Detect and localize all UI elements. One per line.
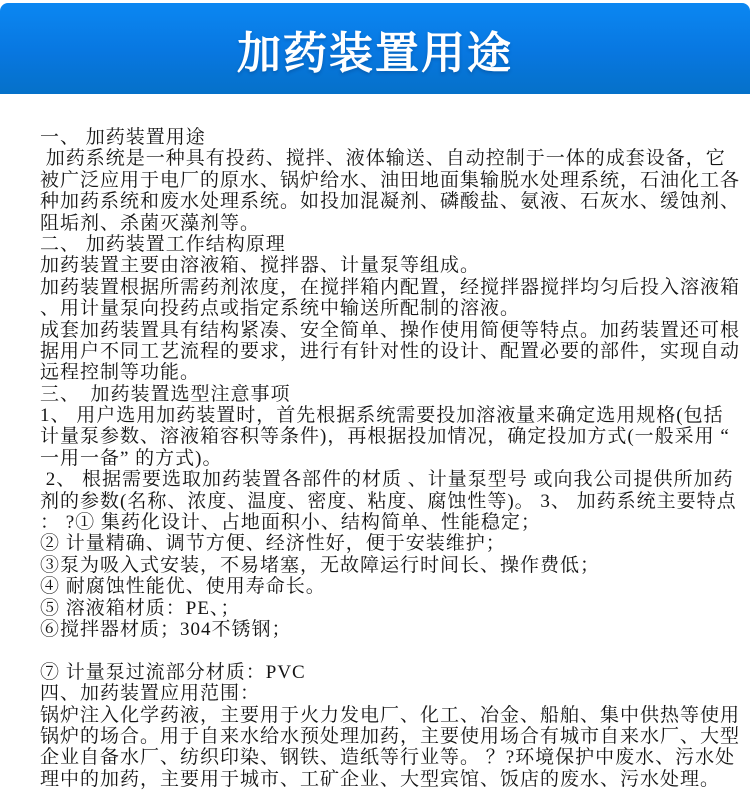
text-line: 阻垢剂、杀菌灭藻剂等。	[40, 212, 261, 234]
text-line: ⑥搅拌器材质；304不锈钢；	[40, 618, 292, 640]
text-line: 据用户不同工艺流程的要求，进行有针对性的设计、配置必要的部件，实现自动	[40, 340, 741, 362]
text-line: 剂的参数(名称、浓度、温度、密度、粘度、腐蚀性等)。 3、 加药系统主要特点	[40, 490, 737, 512]
text-line: 2、 根据需要选取加药装置各部件的材质 、计量泵型号 或向我公司提供所加药	[40, 469, 734, 491]
text-line: 被广泛应用于电厂的原水、锅炉给水、油田地面集输脱水处理系统，石油化工各	[40, 169, 741, 191]
text-line: 一用一备” 的方式)。	[40, 447, 223, 469]
text-line: ⑤ 溶液箱材质：PE、；	[40, 597, 241, 619]
text-line: 锅炉注入化学药液，主要用于火力发电厂、化工、冶金、船舶、集中供热等使用	[40, 704, 741, 726]
text-line: 一、 加药装置用途	[40, 127, 206, 148]
text-line: ④ 耐腐蚀性能优、使用寿命长。	[40, 576, 326, 598]
document-body	[40, 127, 746, 790]
page-title: 加药装置用途	[237, 28, 513, 78]
text-line: 加药装置主要由溶液箱、搅拌器、计量泵等组成。	[40, 255, 481, 277]
text-line: 加药系统是一种具有投药、搅拌、液体输送、自动控制于一体的成套设备，它	[40, 148, 726, 170]
text-line: 四、加药装置应用范围：	[40, 683, 261, 705]
text-line: 、用计量泵向投药点或指定系统中输送所配制的溶液。	[40, 298, 521, 320]
text-line: 二、 加药装置工作结构原理	[40, 233, 286, 255]
text-line: ⑦ 计量泵过流部分材质：PVC	[40, 661, 306, 683]
text-line: ： ?① 集药化设计、占地面积小、结构简单、性能稳定；	[40, 512, 541, 534]
text-line: 理中的加药，主要用于城市、工矿企业、大型宾馆、饭店的废水、污水处理。	[40, 768, 721, 790]
text-line: 三、 加药装置选型注意事项	[40, 383, 291, 405]
text-line: 计量泵参数、溶液箱容积等条件)，再根据投加情况，确定投加方式(一般采用 “	[40, 426, 730, 448]
text-line: 加药装置根据所需药剂浓度，在搅拌箱内配置，经搅拌器搅拌均匀后投入溶液箱	[40, 276, 741, 298]
header-banner	[0, 3, 750, 94]
text-line: ③泵为吸入式安装，不易堵塞，无故障运行时间长、操作费低；	[40, 554, 601, 576]
text-line: 1、 用户选用加药装置时，首先根据系统需要投加溶液量来确定选用规格(包括	[40, 405, 724, 427]
text-line	[40, 640, 746, 661]
text-line: 种加药系统和废水处理系统。如投加混凝剂、磷酸盐、氨液、石灰水、缓蚀剂、	[40, 191, 741, 213]
text-line: 企业自备水厂、纺织印染、钢铁、造纸等行业等。 ？?环境保护中废水、污水处	[40, 747, 736, 769]
text-line: ② 计量精确、调节方便、经济性好，便于安装维护；	[40, 533, 506, 555]
text-line: 远程控制等功能。	[40, 362, 201, 384]
text-line: 成套加药装置具有结构紧凑、安全简单、操作使用简便等特点。加药装置还可根	[40, 319, 741, 341]
text-line: 锅炉的场合。用于自来水给水预处理加药，主要使用场合有城市自来水厂、大型	[40, 725, 741, 747]
